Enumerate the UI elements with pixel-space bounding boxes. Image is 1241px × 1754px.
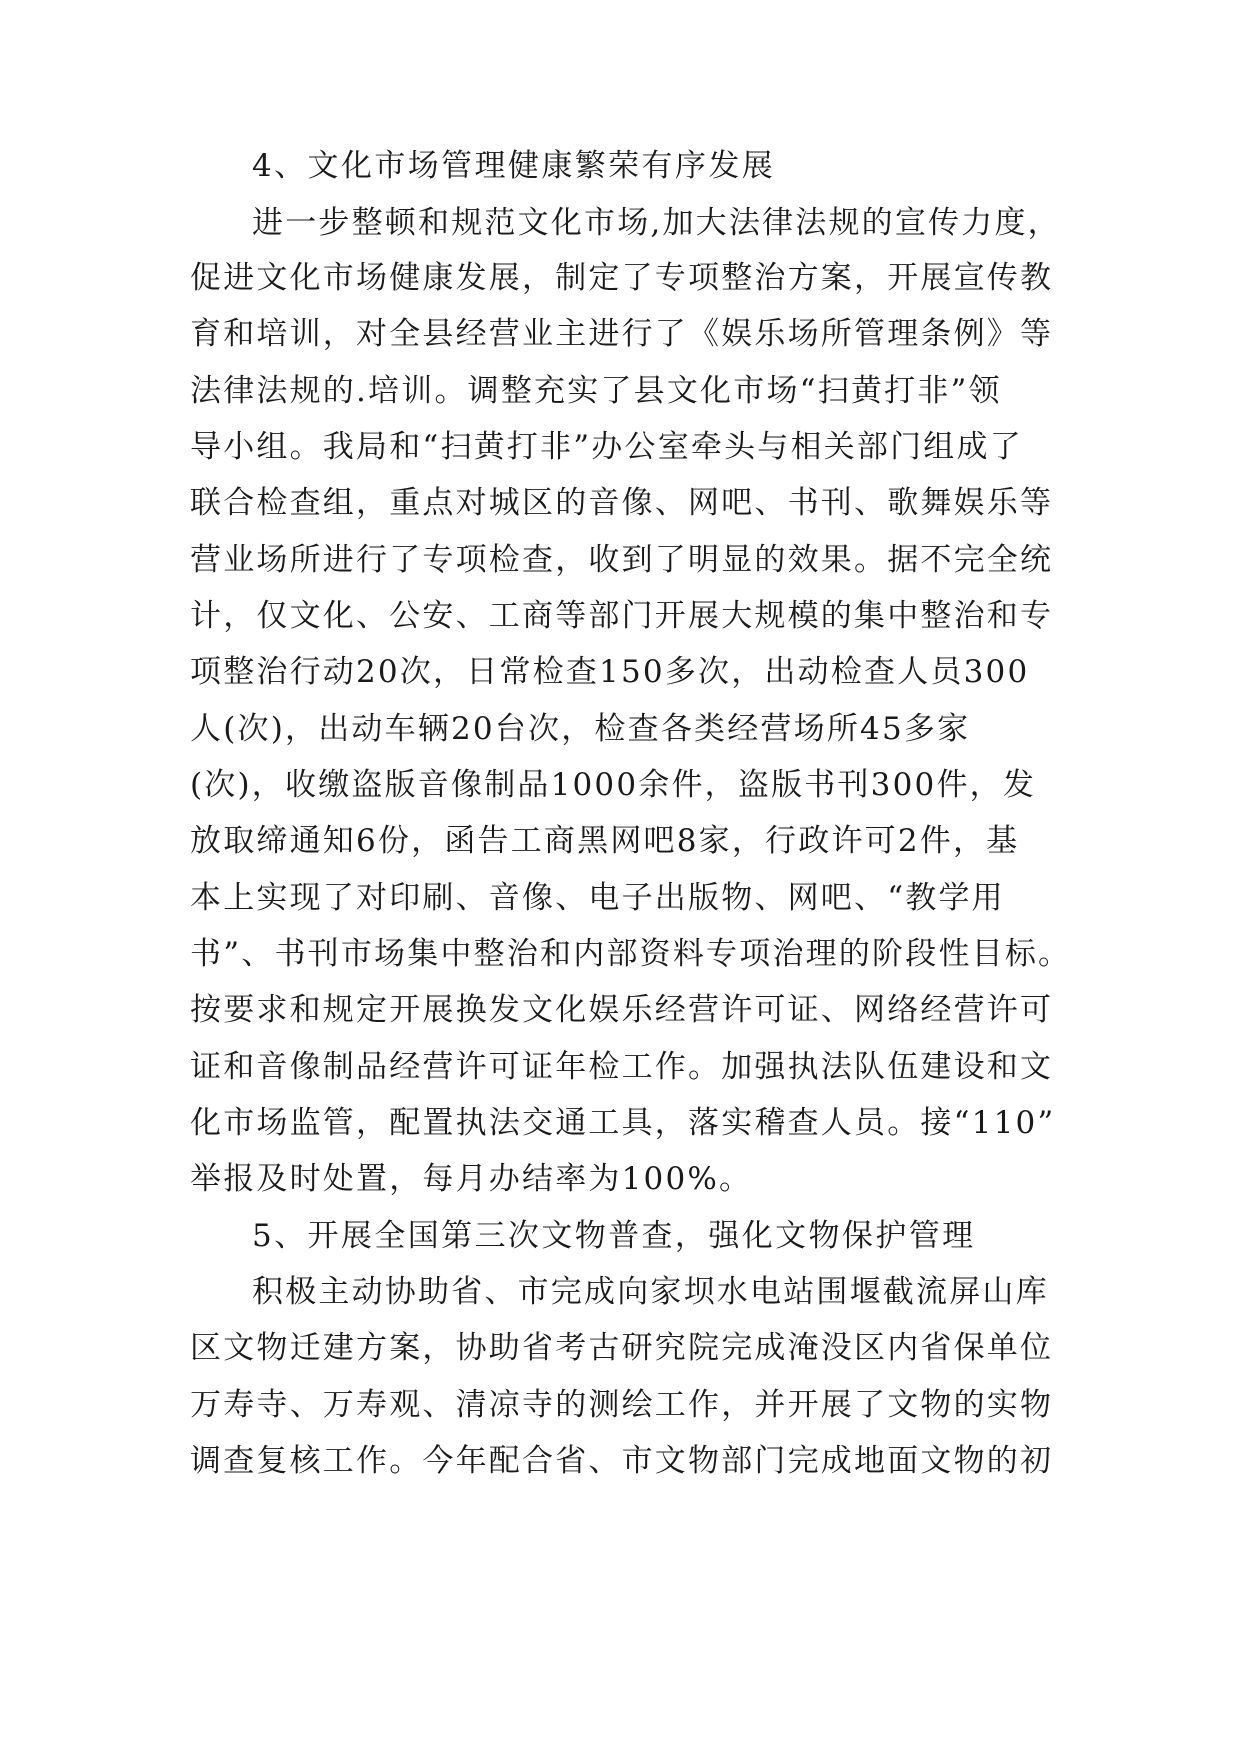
paragraph-line: 证和音像制品经营许可证年检工作。加强执法队伍建设和文 [190, 1049, 1054, 1085]
paragraph-line: 项整治行动20次，日常检查150多次，出动检查人员300 [190, 654, 1030, 690]
paragraph-line: 促进文化市场健康发展，制定了专项整治方案，开展宣传教 [190, 260, 1054, 296]
paragraph-line: 法律法规的.培训。调整充实了县文化市场“扫黄打非”领 [190, 373, 1002, 409]
paragraph-line: 区文物迁建方案，协助省考古研究院完成淹没区内省保单位 [190, 1330, 1054, 1366]
paragraph-line: 人(次)，出动车辆20台次，检查各类经营场所45多家 [190, 711, 971, 747]
paragraph-line: 万寿寺、万寿观、清凉寺的测绘工作，并开展了文物的实物 [190, 1387, 1054, 1423]
paragraph-line: 计，仅文化、公安、工商等部门开展大规模的集中整治和专 [190, 598, 1054, 634]
paragraph-line: 调查复核工作。今年配合省、市文物部门完成地面文物的初 [190, 1443, 1054, 1479]
paragraph-line: 育和培训，对全县经营业主进行了《娱乐场所管理条例》等 [190, 316, 1054, 352]
paragraph-line: 书”、书刊市场集中整治和内部资料专项治理的阶段性目标。 [190, 936, 1072, 972]
paragraph-line: 积极主动协助省、市完成向家坝水电站围堰截流屏山库 [252, 1274, 1049, 1310]
paragraph-line: 进一步整顿和规范文化市场,加大法律法规的宣传力度， [252, 205, 1061, 241]
paragraph-line: (次)，收缴盗版音像制品1000余件，盗版书刊300件，发 [190, 767, 1037, 803]
paragraph-line: 举报及时处置，每月办结率为100%。 [190, 1161, 753, 1197]
paragraph-line: 营业场所进行了专项检查，收到了明显的效果。据不完全统 [190, 542, 1054, 578]
section-4-heading: 4、文化市场管理健康繁荣有序发展 [252, 148, 776, 184]
section-5-heading: 5、开展全国第三次文物普查，强化文物保护管理 [252, 1218, 976, 1254]
paragraph-line: 按要求和规定开展换发文化娱乐经营许可证、网络经营许可 [190, 992, 1054, 1028]
paragraph-line: 联合检查组，重点对城区的音像、网吧、书刊、歌舞娱乐等 [190, 485, 1054, 521]
paragraph-line: 化市场监管，配置执法交通工具，落实稽查人员。接“110” [190, 1105, 1056, 1141]
paragraph-line: 本上实现了对印刷、音像、电子出版物、网吧、“教学用 [190, 880, 1005, 916]
paragraph-line: 放取缔通知6份，函告工商黑网吧8家，行政许可2件，基 [190, 823, 1020, 859]
paragraph-line: 导小组。我局和“扫黄打非”办公室牵头与相关部门组成了 [190, 429, 1023, 465]
